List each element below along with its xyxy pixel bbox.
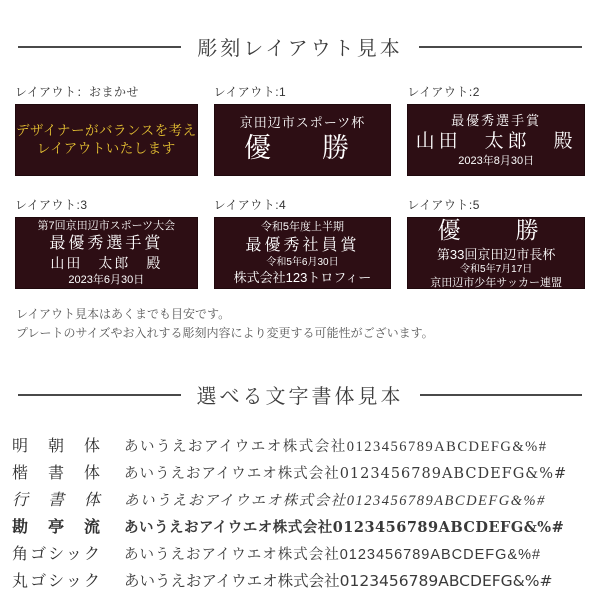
divider-line bbox=[18, 394, 181, 396]
font-style-label: 明朝体 bbox=[12, 438, 100, 456]
note-line: プレートのサイズやお入れする彫刻内容により変更する可能性がございます。 bbox=[16, 325, 434, 340]
font-sample-text: あいうえおアイウエオ株式会社0123456789ABCDEFG&%# bbox=[124, 439, 548, 456]
note-line: レイアウト見本はあくまでも目安です。 bbox=[16, 307, 231, 321]
plate-line: 令和5年7月17日 bbox=[460, 263, 533, 275]
font-style-label: 角ゴシック bbox=[12, 546, 100, 564]
plate-line: 山田 太郎 殿 bbox=[50, 255, 163, 272]
engraving-plate bbox=[15, 104, 198, 176]
plate-line: 第33回京田辺市長杯 bbox=[436, 246, 556, 262]
font-style-label: 行書体 bbox=[12, 492, 100, 510]
layout-sample-card-2 bbox=[407, 83, 585, 176]
font-sample-text: あいうえおアイウエオ株式会社0123456789ABCDEFG&%# bbox=[124, 547, 542, 564]
section-title-engraving-samples bbox=[18, 0, 582, 61]
engraving-plate bbox=[214, 217, 392, 289]
font-sample-text: あいうえおアイウエオ株式会社0123456789ABCDEFG&%# bbox=[124, 572, 553, 591]
font-sample-row-kaisho bbox=[12, 460, 600, 487]
layout-label: レイアウト:2 bbox=[407, 85, 480, 99]
plate-line: 令和5年度上半期 bbox=[260, 221, 345, 234]
plate-line: 優 勝 bbox=[243, 132, 361, 163]
plate-line: 株式会社123トロフィー bbox=[233, 269, 372, 285]
divider-line bbox=[18, 46, 181, 48]
layout-label: レイアウト:4 bbox=[213, 198, 287, 212]
plate-line: 京田辺市スポーツ杯 bbox=[239, 114, 366, 130]
divider-line bbox=[419, 46, 582, 48]
font-style-label: 丸ゴシック bbox=[12, 571, 100, 591]
disclaimer-note bbox=[16, 305, 584, 342]
divider-line bbox=[420, 394, 583, 396]
section-title-text: 彫刻レイアウト見本 bbox=[197, 38, 403, 60]
font-sample-text: あいうえおアイウエオ株式会社0123456789ABCDEFG&%# bbox=[124, 519, 565, 537]
section-title-text: 選べる文字書体見本 bbox=[196, 386, 404, 409]
plate-line: 最優秀選手賞 bbox=[451, 112, 542, 128]
layout-sample-card-5 bbox=[407, 196, 585, 289]
plate-line: レイアウトいたします bbox=[36, 141, 176, 156]
font-style-label: 勘亭流 bbox=[12, 517, 100, 537]
engraving-plate bbox=[15, 217, 198, 289]
plate-line: 令和5年6月30日 bbox=[266, 256, 339, 268]
plate-line: 最優秀社員賞 bbox=[245, 236, 360, 254]
section-title-font-samples bbox=[18, 380, 582, 409]
font-sample-row-kanteiryu bbox=[12, 514, 600, 541]
plate-line: デザイナーがバランスを考え bbox=[16, 123, 197, 139]
layout-sample-card-1 bbox=[214, 83, 392, 176]
font-sample-row-gyosho bbox=[12, 487, 600, 514]
plate-line: 山田 太郎 殿 bbox=[415, 130, 577, 152]
layout-label: レイアウト:5 bbox=[407, 198, 480, 212]
plate-line: 最優秀選手賞 bbox=[49, 235, 164, 253]
font-sample-row-kaku-gothic bbox=[12, 541, 600, 568]
layout-sample-card-3 bbox=[15, 196, 198, 289]
font-sample-row-mincho bbox=[12, 433, 600, 460]
plate-line: 2023年6月30日 bbox=[68, 273, 145, 286]
plate-line: 優 勝 bbox=[437, 217, 555, 244]
layout-sample-card-4 bbox=[214, 196, 392, 289]
layout-sample-grid bbox=[15, 83, 585, 289]
layout-label: レイアウト：おまかせ bbox=[15, 85, 140, 99]
layout-label: レイアウト:1 bbox=[213, 85, 287, 99]
plate-line: 第7回京田辺市スポーツ大会 bbox=[37, 219, 176, 232]
engraving-plate bbox=[214, 104, 392, 176]
plate-line: 2023年8月30日 bbox=[458, 154, 535, 167]
font-style-label: 楷書体 bbox=[12, 463, 100, 483]
layout-label: レイアウト:3 bbox=[15, 198, 88, 212]
font-sample-row-maru-gothic bbox=[12, 568, 600, 595]
font-sample-text: あいうえおアイウエオ株式会社0123456789ABCDEFG&%# bbox=[124, 466, 568, 483]
plate-line: 京田辺市少年サッカー連盟 bbox=[430, 277, 563, 290]
layout-sample-card-omakase bbox=[15, 83, 198, 176]
engraving-plate bbox=[407, 217, 585, 289]
engraving-plate bbox=[407, 104, 585, 176]
font-sample-list bbox=[12, 433, 600, 595]
font-sample-text: あいうえおアイウエオ株式会社0123456789ABCDEFG&%# bbox=[124, 493, 546, 510]
